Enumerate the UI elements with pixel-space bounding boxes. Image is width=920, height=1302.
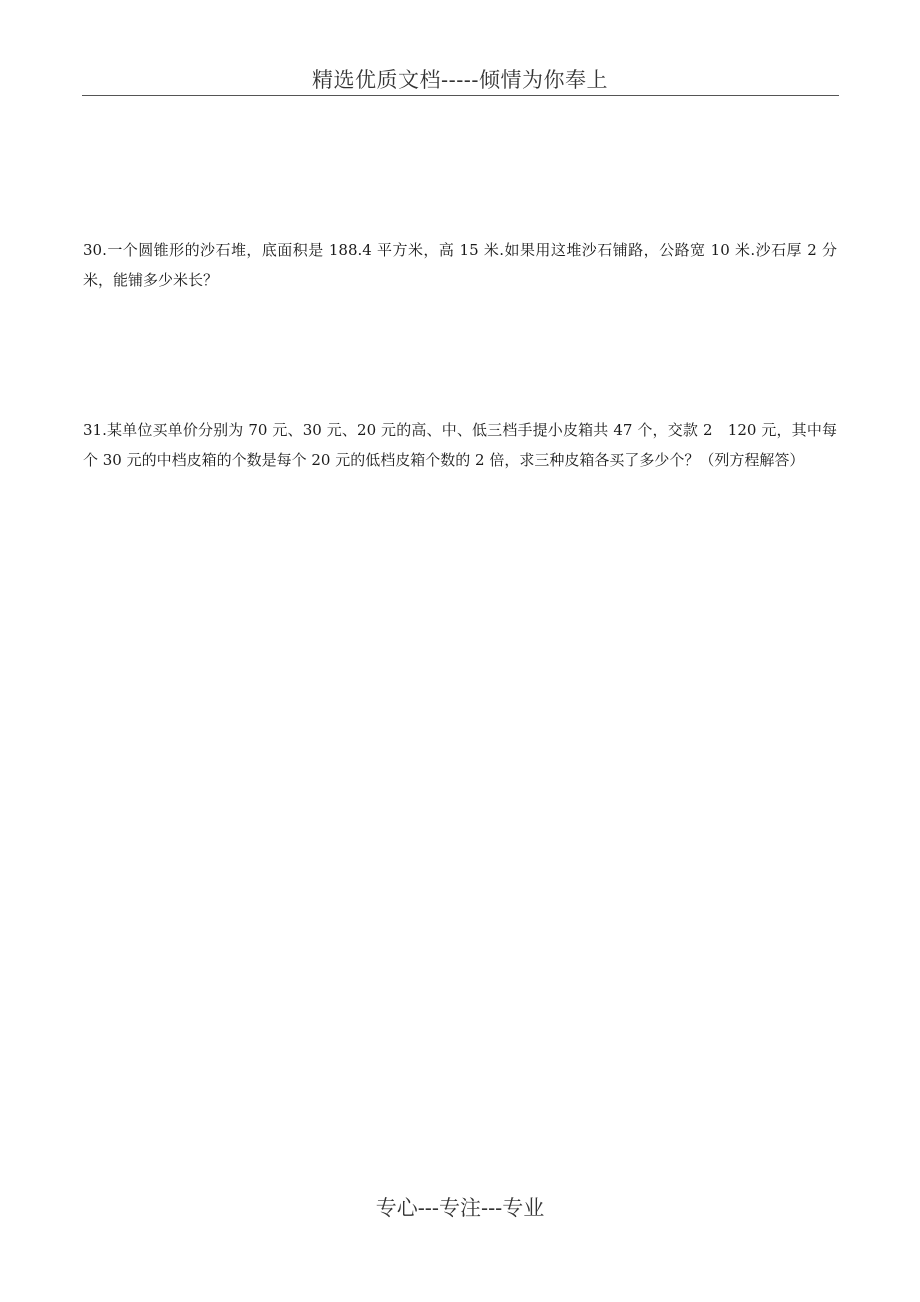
question-31 — [83, 415, 837, 475]
page-header: 精选优质文档-----倾情为你奉上 — [312, 68, 608, 92]
question-number: 31. — [83, 421, 107, 439]
question-number: 30. — [83, 241, 107, 259]
question-text: 某单位买单价分别为 70 元、30 元、20 元的高、中、低三档手提小皮箱共 47 个，交款 2 120 元，其中每个 30 元的中档皮箱的个数是每个 20 元的低档皮箱个数的 2 倍，求三种皮箱各买了多少个？（列方程解答） — [83, 421, 837, 469]
page-footer: 专心---专注---专业 — [375, 1196, 545, 1220]
header-divider — [82, 95, 839, 96]
question-30 — [83, 235, 837, 295]
question-text: 一个圆锥形的沙石堆，底面积是 188.4 平方米，高 15 米.如果用这堆沙石铺路，公路宽 10 米.沙石厚 2 分米，能铺多少米长？ — [83, 241, 837, 289]
